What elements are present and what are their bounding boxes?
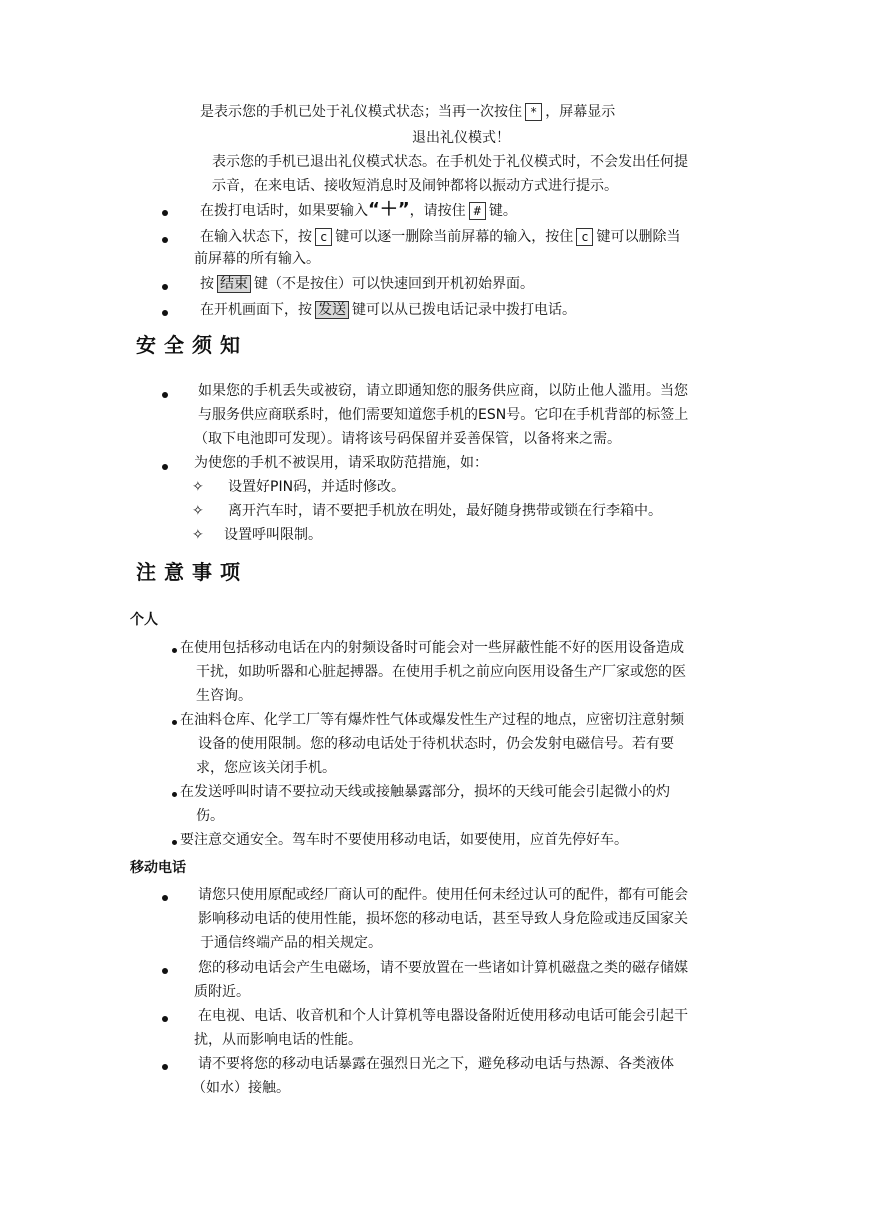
text-line: （如水）接触。: [192, 1080, 290, 1096]
text-segment: 键可以删除当: [596, 229, 681, 245]
key-c: c: [315, 228, 332, 246]
text-line: 在使用包括移动电话在内的射频设备时可能会对一些屏蔽性能不好的医用设备造成: [180, 640, 684, 656]
section-heading-notes: 注意事项: [136, 560, 248, 584]
bullet-dot-icon: [172, 720, 177, 725]
subheading-personal: 个人: [130, 612, 158, 628]
text-line: 如果您的手机丢失或被窃，请立即通知您的服务供应商，以防止他人滥用。当您: [198, 383, 688, 399]
text-line: 前屏幕的所有输入。: [194, 251, 320, 267]
text-segment: 设置呼叫限制。: [224, 527, 322, 543]
text-segment: ，屏幕显示: [545, 104, 616, 120]
text-segment: 设置好PIN码，并适时修改。: [228, 479, 406, 495]
bullet-dot-icon: [172, 840, 177, 845]
bullet-dot-icon: [162, 464, 168, 470]
bullet-dot-icon: [172, 792, 177, 797]
text-line: [200, 200, 517, 221]
text-line: 设备的使用限制。您的移动电话处于待机状态时，仍会发射电磁信号。若有要: [198, 736, 674, 752]
text-line: 求，您应该关闭手机。: [196, 760, 336, 776]
diamond-outline-icon: ✧: [192, 527, 204, 543]
text-line: 表示您的手机已退出礼仪模式状态。在手机处于礼仪模式时，不会发出任何提: [212, 154, 688, 170]
text-line: 请您只使用原配或经厂商认可的配件。使用任何未经过认可的配件，都有可能会: [198, 887, 688, 903]
text-segment: 离开汽车时，请不要把手机放在明处，最好随身携带或锁在行李箱中。: [228, 503, 662, 519]
text-line: 在发送呼叫时请不要拉动天线或接触暴露部分，损坏的天线可能会引起微小的灼: [180, 784, 670, 800]
text-segment: 在开机画面下，按: [200, 302, 312, 318]
bullet-dot-icon: [162, 284, 168, 290]
text-segment: ，请按住: [409, 203, 466, 219]
text-line: 扰，从而影响电话的性能。: [194, 1032, 362, 1048]
text-line: 在油料仓库、化学工厂等有爆炸性气体或爆发性生产过程的地点，应密切注意射频: [180, 712, 684, 728]
bullet-dot-icon: [162, 310, 168, 316]
text-line: [200, 274, 534, 294]
key-send: 发送: [315, 301, 349, 319]
text-segment: 键可以逐一删除当前屏幕的输入，按住: [335, 229, 574, 245]
bullet-dot-icon: [162, 237, 168, 243]
bullet-dot-icon: [162, 895, 168, 901]
key-star: *: [525, 103, 542, 121]
text-line: 生咨询。: [196, 688, 252, 704]
text-line: [200, 300, 576, 320]
text-line: 影响移动电话的使用性能，损坏您的移动电话，甚至导致人身危险或违反国家关: [198, 911, 688, 927]
list-item: [192, 525, 322, 545]
text-line: 干扰，如助听器和心脏起搏器。在使用手机之前应向医用设备生产厂家或您的医: [196, 664, 686, 680]
bullet-dot-icon: [162, 210, 168, 216]
text-segment: 键。: [488, 203, 517, 219]
text-line: 示音，在来电话、接收短消息时及闹钟都将以振动方式进行提示。: [212, 178, 618, 194]
text-segment: 在输入状态下，按: [200, 229, 312, 245]
subheading-mobile-phone: 移动电话: [130, 860, 186, 876]
text-line: 为使您的手机不被误用，请采取防范措施，如：: [194, 455, 488, 471]
text-segment: 按: [200, 276, 214, 292]
text-line: [200, 227, 680, 247]
text-line: 在电视、电话、收音机和个人计算机等电器设备附近使用移动电话可能会引起干: [198, 1008, 688, 1024]
diamond-outline-icon: ✧: [192, 503, 204, 519]
key-hash: #: [469, 202, 486, 220]
text-line: 退出礼仪模式！: [412, 130, 510, 146]
text-segment: 在拨打电话时，如果要输入: [200, 203, 368, 219]
text-line: （取下电池即可发现）。请将该号码保留并妥善保管，以备将来之需。: [194, 431, 621, 447]
key-c: c: [576, 228, 593, 246]
text-line: 您的移动电话会产生电磁场，请不要放置在一些诸如计算机磁盘之类的磁存储媒: [198, 960, 688, 976]
text-segment: 键可以从已拨电话记录中拨打电话。: [352, 302, 576, 318]
bullet-dot-icon: [162, 968, 168, 974]
bullet-dot-icon: [162, 392, 168, 398]
list-item: [192, 501, 662, 521]
text-segment: 键（不是按住）可以快速回到开机初始界面。: [254, 276, 534, 292]
bullet-dot-icon: [172, 648, 177, 653]
text-line: 与服务供应商联系时，他们需要知道您手机的ESN号。它印在手机背部的标签上: [198, 407, 689, 423]
text-line: 质附近。: [194, 984, 250, 1000]
key-end: 结束: [217, 275, 251, 293]
bullet-dot-icon: [162, 1064, 168, 1070]
text-line: 请不要将您的移动电话暴露在强烈日光之下，避免移动电话与热源、各类液体: [198, 1056, 674, 1072]
diamond-outline-icon: ✧: [192, 479, 204, 495]
text-line: 要注意交通安全。驾车时不要使用移动电话，如要使用，应首先停好车。: [180, 832, 628, 848]
plus-symbol: “＋”: [368, 199, 410, 220]
text-segment: 是表示您的手机已处于礼仪模式状态；当再一次按住: [200, 104, 522, 120]
bullet-dot-icon: [162, 1016, 168, 1022]
section-heading-safety: 安全须知: [136, 333, 248, 357]
text-line: [200, 102, 615, 122]
list-item: [192, 477, 405, 497]
text-line: 于通信终端产品的相关规定。: [200, 935, 382, 951]
text-line: 伤。: [196, 808, 224, 824]
